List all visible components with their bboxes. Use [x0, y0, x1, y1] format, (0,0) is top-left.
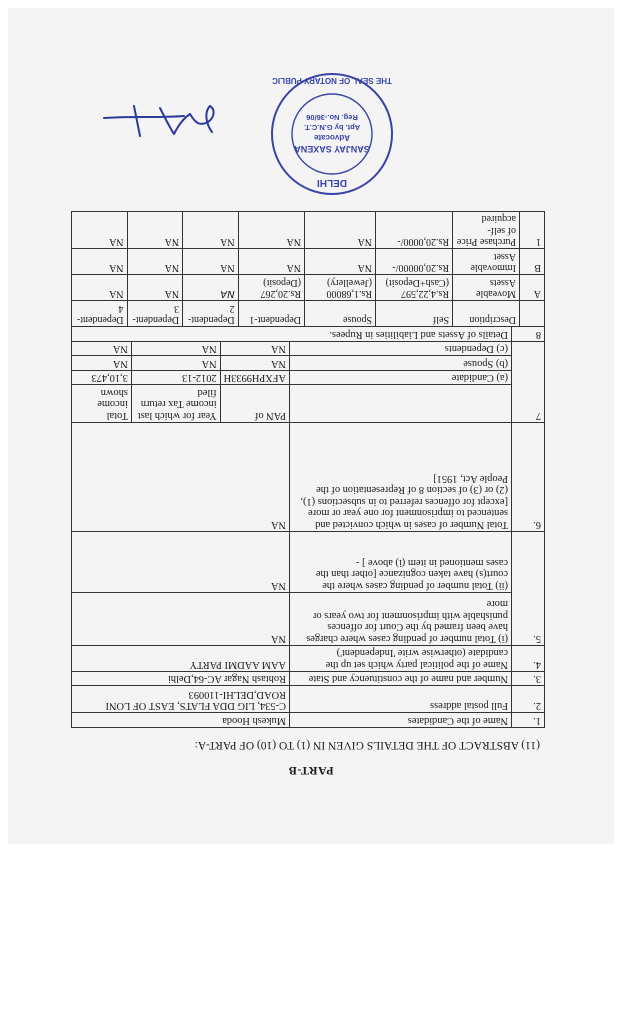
year-value: 2012-13: [131, 371, 220, 386]
asset-self: Rs.20,00000/-: [376, 249, 453, 275]
stamp-name: SANJAY SAXENA: [294, 144, 370, 154]
year-value: NA: [131, 342, 220, 357]
row-value: NA: [72, 532, 290, 593]
part-title: PART-B: [288, 764, 334, 778]
table-row: [72, 371, 545, 386]
stamp-line1: Advocate: [313, 133, 351, 142]
signature: [100, 96, 224, 146]
row-label: Details of Assets and Liabilities in Rupees.: [72, 327, 512, 342]
income-value: NA: [72, 356, 132, 371]
abstract-table: [71, 211, 545, 728]
assets-header: Dependent-1: [238, 301, 304, 327]
pan-value: AFXPH9933H: [220, 371, 289, 386]
table-row: [72, 672, 545, 687]
asset-dep3: NA: [127, 275, 183, 301]
row-label: Total Number of cases in which convicted and sentenced to imprisonment for one year or more [except for offences referred to in subsections (1), (2) or (3) of section 8 of Representation of the People Act, 1951]: [290, 423, 512, 532]
asset-self: Rs.4,22,597 (Cash+Deposit): [376, 275, 453, 301]
asset-spouse: NA: [305, 249, 376, 275]
asset-spouse: Rs.1,68000 (Jewellery): [305, 275, 376, 301]
income-header: Total income shown: [72, 385, 132, 423]
asset-dep1: NA: [238, 212, 304, 249]
table-row: [72, 212, 544, 249]
asset-spouse: NA: [305, 212, 376, 249]
asset-letter: A: [520, 275, 545, 301]
assets-header: Dependent-4: [72, 301, 127, 327]
table-row: [72, 301, 544, 327]
assets-table: [72, 212, 544, 327]
table-row: [72, 532, 545, 593]
assets-header: Dependent-3: [127, 301, 183, 327]
asset-dep2: NA: [183, 212, 239, 249]
asset-dep2: NA: [183, 275, 239, 301]
row-label: Name of the political party which set up the candidate (otherwise write 'Independent'): [290, 646, 512, 672]
asset-dep2: NA: [183, 249, 239, 275]
abstract-heading: (11) ABSTRACT OF THE DETAILS GIVEN IN (1) TO (10) OF PART-A:: [194, 739, 540, 751]
assets-header: Dependent-2: [183, 301, 239, 327]
assets-header: Description: [453, 301, 520, 327]
table-row: [72, 249, 544, 275]
stamp-city: DELHI: [317, 177, 347, 188]
asset-dep3: NA: [127, 249, 183, 275]
assets-header: Spouse: [305, 301, 376, 327]
table-row: [72, 593, 545, 646]
table-row: [72, 275, 544, 301]
row-value: C-534, LIG DDA FLATS, EAST OF LONI ROAD,DELHI-110093: [72, 686, 290, 713]
row-value: NA: [72, 423, 290, 532]
row-number: 8: [512, 327, 545, 342]
asset-dep4: NA: [72, 212, 127, 249]
asset-desc: Immovable Asset: [453, 249, 520, 275]
year-header: Year for which last income Tax return filed: [131, 385, 220, 423]
asset-dep3: NA: [127, 212, 183, 249]
row-label: (ii) Total number of pending cases where the court(s) have taken cognizance [other than the cases mentioned in item (i) above ] -: [290, 532, 512, 593]
row-number: 7: [512, 342, 545, 423]
row-number: 3.: [512, 672, 545, 687]
year-value: NA: [131, 356, 220, 371]
row-label: (c) Dependents: [290, 342, 512, 357]
row-label: (b) Spouse: [290, 356, 512, 371]
table-row: [72, 342, 545, 357]
table-row: [72, 423, 545, 532]
table-row: [72, 356, 545, 371]
asset-letter: 1: [520, 212, 545, 249]
stamp-reg: Reg. No.-36/06: [306, 113, 358, 122]
table-row: [72, 385, 545, 423]
asset-desc: Purchase Price of self-acquired: [453, 212, 520, 249]
table-row: [72, 686, 545, 713]
income-value: NA: [72, 342, 132, 357]
row-label: [290, 385, 512, 423]
notary-seal-stamp: [265, 70, 399, 198]
row-number: 5.: [512, 532, 545, 646]
row-label: (a) Candidate: [290, 371, 512, 386]
row-value: Mukesh Hooda: [72, 713, 290, 728]
pan-header: PAN of: [220, 385, 289, 423]
row-number: 4.: [512, 646, 545, 672]
table-row: [72, 327, 545, 342]
asset-dep4: NA: [72, 249, 127, 275]
table-row: [72, 713, 545, 728]
pan-value: NA: [220, 356, 289, 371]
row-value: NA: [72, 593, 290, 646]
pan-value: NA: [220, 342, 289, 357]
table-row: [72, 646, 545, 672]
row-value: Rohtash Nagar AC-64,Delhi: [72, 672, 290, 687]
row-label: Full postal address: [290, 686, 512, 713]
row-label: Name of the Candidates: [290, 713, 512, 728]
asset-dep1: Rs.20,267 (Deposit): [238, 275, 304, 301]
asset-self: Rs.20,0000/-: [376, 212, 453, 249]
stamp-text-top: THE SEAL OF NOTARY PUBLIC: [272, 76, 392, 85]
stamp-line2: Apt. by G.N.C.T.: [303, 123, 361, 132]
row-label: (i) Total number of pending cases where charges have been framed by the Court for offences punishable with imprisonment for two years or more: [290, 593, 512, 646]
row-number: 1.: [512, 713, 545, 728]
asset-dep4: NA: [72, 275, 127, 301]
asset-letter: B: [520, 249, 545, 275]
income-value: 3,10,473: [72, 371, 132, 386]
asset-dep1: NA: [238, 249, 304, 275]
row-label: Number and name of the constituency and State: [290, 672, 512, 687]
assets-header: Self: [376, 301, 453, 327]
asset-desc: Moveable Assets: [453, 275, 520, 301]
row-number: 6.: [512, 423, 545, 532]
row-number: 2.: [512, 686, 545, 713]
row-value: AAM AADMI PARTY: [72, 646, 290, 672]
